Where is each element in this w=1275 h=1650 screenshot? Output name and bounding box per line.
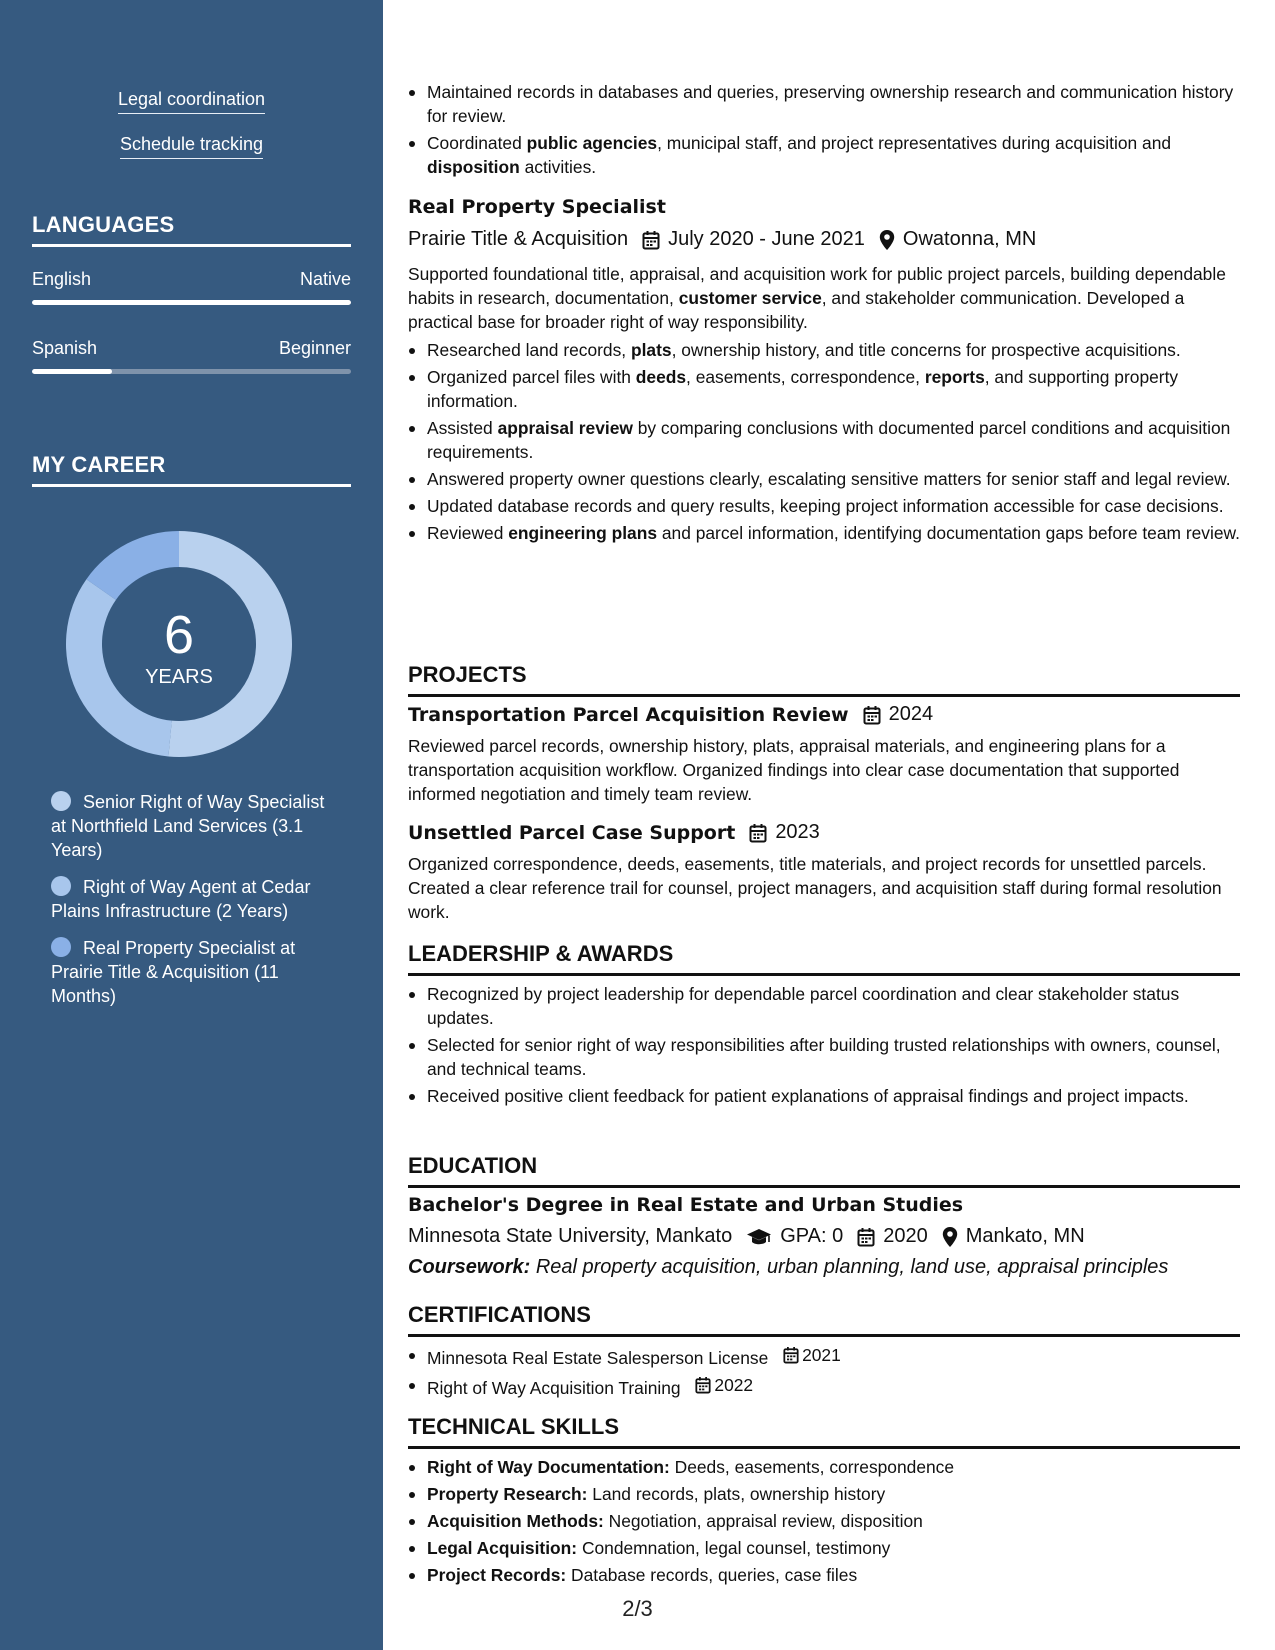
projects-heading: PROJECTS	[408, 662, 1240, 697]
career-donut-chart	[64, 529, 294, 759]
bullet-item: Updated database records and query results, keeping project information accessible for case decisions.	[408, 494, 1240, 518]
bullet-item: Answered property owner questions clearly, escalating sensitive matters for senior staff and legal review.	[408, 467, 1240, 491]
bullet-item: Received positive client feedback for patient explanations of appraisal findings and project impacts.	[408, 1084, 1240, 1108]
bullet-item: Coordinated public agencies, municipal staff, and project representatives during acquisition and disposition activities.	[408, 131, 1240, 179]
certification-year: 2021	[802, 1345, 841, 1365]
coursework-label: Coursework:	[408, 1256, 531, 1278]
job-company: Prairie Title & Acquisition	[408, 228, 629, 250]
skill-label: Project Records:	[427, 1565, 567, 1585]
job-summary: Supported foundational title, appraisal, and acquisition work for public project parcels, building dependable habits in research, documentation, customer service, and stakeholder communication. Developed a practical base for broader right of way responsibility.	[408, 264, 1226, 332]
certification-item	[408, 1343, 1240, 1370]
project-title-row	[408, 821, 1240, 844]
education-meta	[408, 1225, 1240, 1248]
bullet-item: Recognized by project leadership for dependable parcel coordination and clear stakeholder status updates.	[408, 982, 1240, 1030]
skill-value: Deeds, easements, correspondence	[674, 1457, 955, 1477]
language-level: Native	[299, 269, 351, 289]
language-level: Beginner	[278, 338, 351, 358]
school-name: Minnesota State University, Mankato	[408, 1225, 733, 1247]
job-title: Real Property Specialist	[408, 196, 666, 218]
skill-label: Acquisition Methods:	[427, 1511, 604, 1531]
project-title-row	[408, 703, 1240, 726]
career-item	[51, 790, 331, 862]
bullet-item: Assisted appraisal review by comparing conclusions with documented parcel conditions and acquisition requirements.	[408, 416, 1240, 464]
education-heading: EDUCATION	[408, 1153, 1240, 1188]
skill-item	[408, 1563, 1240, 1587]
location-pin-icon	[942, 1227, 958, 1247]
career-item-text: Real Property Specialist at Prairie Title & Acquisition (11 Months)	[51, 938, 296, 1006]
skill-link-legal-coordination[interactable]	[0, 89, 383, 114]
calendar-icon	[642, 230, 660, 250]
skill-value: Database records, queries, case files	[571, 1565, 858, 1585]
career-item	[51, 936, 331, 1008]
coursework	[408, 1256, 1240, 1279]
skill-value: Condemnation, legal counsel, testimony	[581, 1538, 891, 1558]
skill-item	[408, 1482, 1240, 1506]
bullet-item: Maintained records in databases and queries, preserving ownership research and communication history for review.	[408, 80, 1240, 128]
previous-job-bullets	[408, 80, 1240, 182]
career-heading: MY CAREER	[32, 452, 351, 487]
calendar-icon	[863, 705, 881, 725]
certifications-list	[408, 1343, 1240, 1403]
project-year: 2024	[888, 703, 934, 725]
skills-heading: TECHNICAL SKILLS	[408, 1414, 1240, 1449]
certification-year: 2022	[714, 1375, 754, 1395]
project-title: Unsettled Parcel Case Support	[408, 821, 736, 844]
certifications-heading: CERTIFICATIONS	[408, 1302, 1240, 1337]
career-item-text: Right of Way Agent at Cedar Plains Infrastructure (2 Years)	[51, 877, 311, 921]
leadership-bullets	[408, 982, 1240, 1111]
career-item	[51, 875, 331, 923]
career-unit-label: YEARS	[145, 666, 213, 688]
calendar-icon	[749, 823, 767, 843]
calendar-icon	[783, 1346, 799, 1364]
certification-date	[685, 1373, 753, 1397]
job-location: Owatonna, MN	[902, 228, 1037, 250]
bullet-item: Selected for senior right of way responsibilities after building trusted relationships with owners, counsel, and technical teams.	[408, 1033, 1240, 1081]
career-list	[51, 790, 331, 1021]
coursework-text: Real property acquisition, urban planning, land use, appraisal principles	[535, 1256, 1169, 1278]
language-bar-fill	[32, 369, 112, 374]
location-pin-icon	[879, 230, 895, 250]
school-location: Mankato, MN	[965, 1225, 1085, 1247]
career-total-years: 6	[163, 605, 195, 665]
skill-item	[408, 1509, 1240, 1533]
language-bar-english	[32, 300, 351, 305]
skill-label: Legal Acquisition:	[427, 1538, 578, 1558]
gpa: GPA: 0	[780, 1225, 844, 1247]
graduation-year: 2020	[883, 1225, 928, 1247]
languages-heading: LANGUAGES	[32, 212, 351, 247]
certification-name: Minnesota Real Estate Salesperson License	[427, 1348, 769, 1368]
graduation-cap-icon	[746, 1227, 772, 1247]
skill-item	[408, 1536, 1240, 1560]
job-bullets	[408, 338, 1240, 548]
career-item-text: Senior Right of Way Specialist at Northfield Land Services (3.1 Years)	[51, 792, 325, 860]
skill-link-schedule-tracking[interactable]	[0, 134, 383, 159]
job-meta	[408, 228, 1240, 251]
skill-value: Land records, plats, ownership history	[592, 1484, 886, 1504]
skill-value: Negotiation, appraisal review, disposition	[608, 1511, 923, 1531]
career-legend-dot	[51, 937, 71, 957]
skill-link-label: Schedule tracking	[120, 134, 263, 159]
degree-title: Bachelor's Degree in Real Estate and Urban Studies	[408, 1194, 964, 1216]
sidebar	[0, 0, 383, 1650]
certification-date	[773, 1343, 841, 1367]
career-legend-dot	[51, 791, 71, 811]
language-row-english	[32, 269, 351, 290]
skill-label: Property Research:	[427, 1484, 588, 1504]
project-description: Reviewed parcel records, ownership history, plats, appraisal materials, and engineering plans for a transportation acquisition workflow. Organized findings into clear case documentation that supported informed negotiation and timely team review.	[408, 736, 1180, 804]
project-description: Organized correspondence, deeds, easements, title materials, and project records for unsettled parcels. Created a clear reference trail for counsel, project managers, and acquisition staff during formal resolution work.	[408, 854, 1222, 922]
skills-list	[408, 1455, 1240, 1590]
certification-item	[408, 1373, 1240, 1400]
language-bar-fill	[32, 300, 351, 305]
career-legend-dot	[51, 876, 71, 896]
certification-name: Right of Way Acquisition Training	[427, 1378, 681, 1398]
leadership-heading: LEADERSHIP & AWARDS	[408, 941, 1240, 976]
calendar-icon	[695, 1376, 711, 1394]
bullet-item: Organized parcel files with deeds, easements, correspondence, reports, and supporting property information.	[408, 365, 1240, 413]
page-number: 2/3	[622, 1596, 653, 1621]
bullet-item: Reviewed engineering plans and parcel information, identifying documentation gaps before team review.	[408, 521, 1240, 545]
language-name: Spanish	[32, 338, 98, 358]
project-title: Transportation Parcel Acquisition Review	[408, 703, 849, 726]
project-year: 2023	[775, 821, 820, 843]
skill-item	[408, 1455, 1240, 1479]
language-row-spanish	[32, 338, 351, 359]
job-dates: July 2020 - June 2021	[668, 228, 865, 250]
language-name: English	[32, 269, 92, 289]
language-bar-spanish	[32, 369, 351, 374]
bullet-item: Researched land records, plats, ownership history, and title concerns for prospective acquisitions.	[408, 338, 1240, 362]
skill-label: Right of Way Documentation:	[427, 1457, 670, 1477]
calendar-icon	[857, 1227, 875, 1247]
skill-link-label: Legal coordination	[118, 89, 265, 114]
